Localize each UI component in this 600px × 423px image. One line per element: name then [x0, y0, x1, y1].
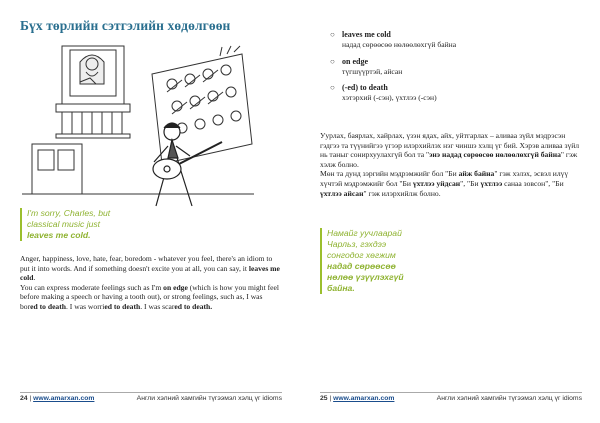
- cartoon-guitar-serenade-icon: [22, 44, 254, 210]
- body-text: [20, 254, 282, 312]
- footer-site: 25 | www.amarxan.com: [320, 395, 395, 402]
- paragraph: Уурлах, баярлах, хайрлах, үзэн ядах, айх, уйтгарлах – аливаа зүйл мэдрэсэн гэдгээ та түүнийгээ үгээр илэрхийлэх нэг чиншэ хэлц үг бий. Хэрэв аливаа зүйл нь таныг сонирхуулахгүй бол та "энэ надад сөрөөсөө нөлөөлөхгүй байна" гэж хэлж болно.: [320, 131, 580, 169]
- footer-site: 24 | www.amarxan.com: [20, 395, 95, 402]
- paragraph: Мөн та дунд зэргийн мэдрэмжийг бол "Би айж байна" гэж хэлэх, эсвэл илүү хүчтэй мэдрэмжийг бол "Би үхтлээ уйдсан", "Би үхтлээ санаа зовсон", "Би үхтлээ айсан" гэж илэрхийлж болно.: [320, 169, 569, 198]
- bullet-icon: ○: [330, 30, 335, 39]
- bullet-icon: ○: [330, 56, 335, 66]
- page-footer: [20, 392, 282, 404]
- site-link[interactable]: www.amarxan.com: [33, 395, 95, 402]
- vocab-term: (-ed) to death: [342, 83, 388, 93]
- paragraph: You can express moderate feelings such as I'm on edge (which is how you might feel before making a speech or having a tooth out), or strong feelings, such as, I was bored to death. I was worried to death. I was scared to death.: [20, 282, 279, 311]
- body-text: [320, 131, 582, 198]
- page-title: Бүх төрлийн сэтгэлийн хөдөлгөөн: [20, 18, 231, 33]
- speech-callout: I'm sorry, Charles, but classical music just leaves me cold.: [20, 208, 120, 241]
- vocab-item: [320, 30, 580, 50]
- footer-book-title: Англи хэлний хамгийн түгээмэл хэлц үг idioms: [136, 395, 282, 402]
- vocab-item: [320, 83, 580, 103]
- speech-callout: Намайг уучлаарай Чарльз, гэхдээ сонгодог хөгжим надад сөрөөсөө нөлөө үзүүлэхгүй байна.: [320, 228, 420, 294]
- page-footer: [320, 392, 582, 404]
- vocab-term: on edge: [342, 56, 368, 66]
- footer-book-title: Англи хэлний хамгийн түгээмэл хэлц үг idioms: [436, 395, 582, 402]
- vocab-term: leaves me cold: [342, 30, 391, 39]
- vocabulary-list: [320, 30, 580, 110]
- vocab-definition: түгшүүртэй, айсан: [342, 66, 403, 76]
- bullet-icon: ○: [330, 83, 335, 93]
- site-link[interactable]: www.amarxan.com: [333, 395, 395, 402]
- vocab-item: [320, 57, 580, 77]
- vocab-definition: хэтэрхий (-сэн), үхтлээ (-сэн): [342, 93, 437, 103]
- paragraph: Anger, happiness, love, hate, fear, boredom - whatever you feel, there's an idiom to put it into words. And if something doesn't excite you at all, you can say, it leaves me cold.: [20, 254, 280, 283]
- vocab-definition: надад сөрөөсөө нөлөөлөхгүй байна: [342, 40, 457, 49]
